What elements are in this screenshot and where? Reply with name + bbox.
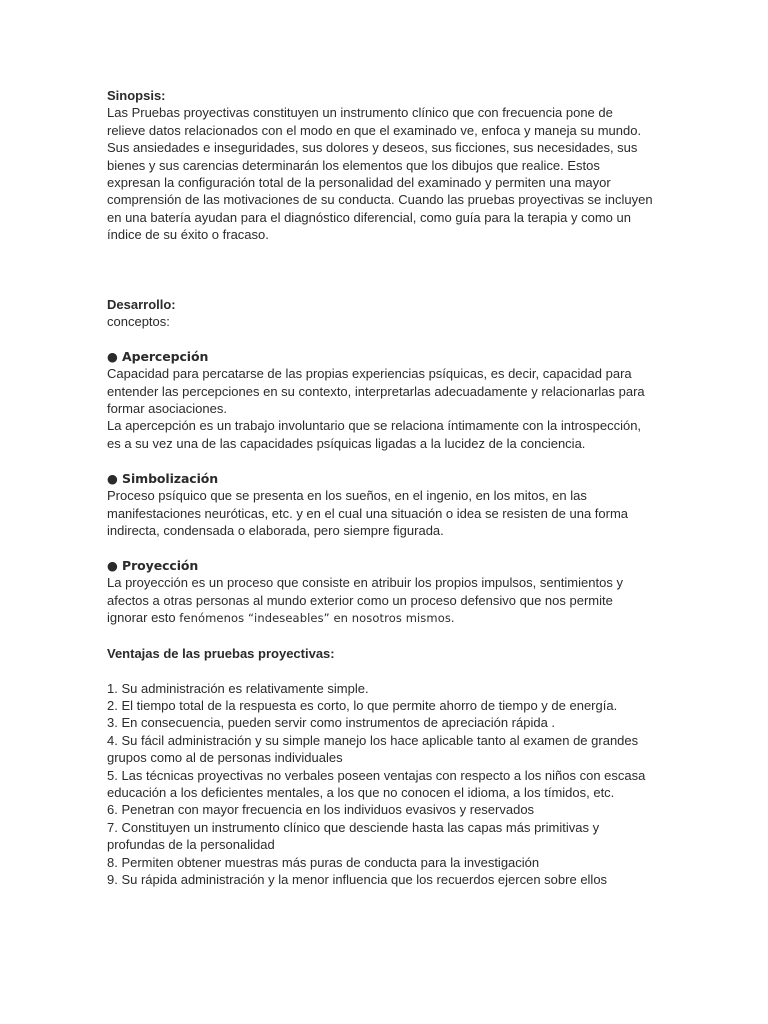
- document-page: [107, 87, 667, 888]
- sinopsis-line: bienes y sus carencias determinarán los elementos que los dibujos que realice. Estos: [107, 157, 600, 173]
- sinopsis-line: índice de su éxito o fracaso.: [107, 227, 269, 243]
- list-item: 2. El tiempo total de la respuesta es corto, lo que permite ahorro de tiempo y de energía.: [107, 697, 618, 713]
- desarrollo-title: Desarrollo:: [107, 296, 176, 312]
- ventajas-list: [107, 680, 667, 889]
- apercepcion-line: entender las percepciones en su contexto, interpretarlas adecuadamente y relacionarlas para: [107, 383, 645, 399]
- simbolizacion-line: Proceso psíquico que se presenta en los sueños, en el ingenio, en los mitos, en las: [107, 488, 587, 504]
- simbolizacion-line: manifestaciones neuróticas, etc. y en el cual una situación o idea se resisten de una forma: [107, 505, 629, 521]
- sinopsis-line: Las Pruebas proyectivas constituyen un instrumento clínico que con frecuencia pone de: [107, 105, 613, 121]
- sinopsis-line: Sus ansiedades e inseguridades, sus dolores y deseos, sus ficciones, sus necesidades, sus: [107, 140, 638, 156]
- proyeccion-last-line: [107, 609, 667, 627]
- proyeccion-line: afectos a otras personas al mundo exterior como un proceso defensivo que nos permite: [107, 592, 613, 608]
- list-item: 4. Su fácil administración y su simple manejo los hace aplicable tanto al examen de grandes: [107, 732, 639, 748]
- spacer: [107, 627, 667, 644]
- sinopsis-line: relieve datos relacionados con el modo en que el examinado ve, enfoca y maneja su mundo.: [107, 122, 642, 138]
- list-item: 3. En consecuencia, pueden servir como instrumentos de apreciación rápida .: [107, 715, 556, 731]
- spacer: [107, 244, 667, 296]
- apercepcion-line: Capacidad para percatarse de las propias experiencias psíquicas, es decir, capacidad para: [107, 366, 632, 382]
- spacer: [107, 662, 667, 679]
- sinopsis-line: expresan la configuración total de la personalidad del examinado y permiten una mayor: [107, 175, 611, 191]
- proyeccion-line: La proyección es un proceso que consiste en atribuir los propios impulsos, sentimientos y: [107, 575, 623, 591]
- sinopsis-line: en una batería ayudan para el diagnóstico diferencial, como guía para la terapia y como un: [107, 209, 631, 225]
- list-item: 5. Las técnicas proyectivas no verbales poseen ventajas con respecto a los niños con escasa: [107, 767, 646, 783]
- proyeccion-heading: ● Proyección: [107, 557, 199, 573]
- list-item: 6. Penetran con mayor frecuencia en los individuos evasivos y reservados: [107, 802, 535, 818]
- sinopsis-line: comprensión de las motivaciones de su conducta. Cuando las pruebas proyectivas se incluyen: [107, 192, 653, 208]
- apercepcion-heading: ● Apercepción: [107, 348, 209, 364]
- spacer: [107, 452, 667, 469]
- apercepcion-line: La apercepción es un trabajo involuntario que se relaciona íntimamente con la introspección,: [107, 418, 642, 434]
- spacer: [107, 330, 667, 347]
- list-item: educación a los deficientes mentales, a los que no conocen el idioma, a los tímidos, etc.: [107, 784, 615, 800]
- list-item: 8. Permiten obtener muestras más puras de conducta para la investigación: [107, 854, 540, 870]
- list-item: grupos como al de personas individuales: [107, 750, 343, 766]
- proyeccion-last-line-alt: fenómenos “indeseables” en nosotros mismos.: [179, 610, 455, 625]
- list-item: 7. Constituyen un instrumento clínico que desciende hasta las capas más primitivas y: [107, 819, 600, 835]
- simbolizacion-heading: ● Simbolización: [107, 470, 219, 486]
- desarrollo-subtitle: conceptos:: [107, 314, 170, 330]
- sinopsis-title: Sinopsis:: [107, 88, 166, 103]
- list-item: 9. Su rápida administración y la menor influencia que los recuerdos ejercen sobre ellos: [107, 871, 608, 887]
- apercepcion-line: es a su vez una de las capacidades psíquicas ligadas a la lucidez de la conciencia.: [107, 435, 586, 451]
- proyeccion-last-line-start: ignorar esto: [107, 609, 180, 625]
- ventajas-title: Ventajas de las pruebas proyectivas:: [107, 645, 335, 661]
- spacer: [107, 539, 667, 556]
- apercepcion-line: formar asociaciones.: [107, 401, 227, 417]
- list-item: 1. Su administración es relativamente simple.: [107, 680, 369, 696]
- list-item: profundas de la personalidad: [107, 837, 275, 853]
- simbolizacion-line: indirecta, condensada o elaborada, pero siempre figurada.: [107, 522, 444, 538]
